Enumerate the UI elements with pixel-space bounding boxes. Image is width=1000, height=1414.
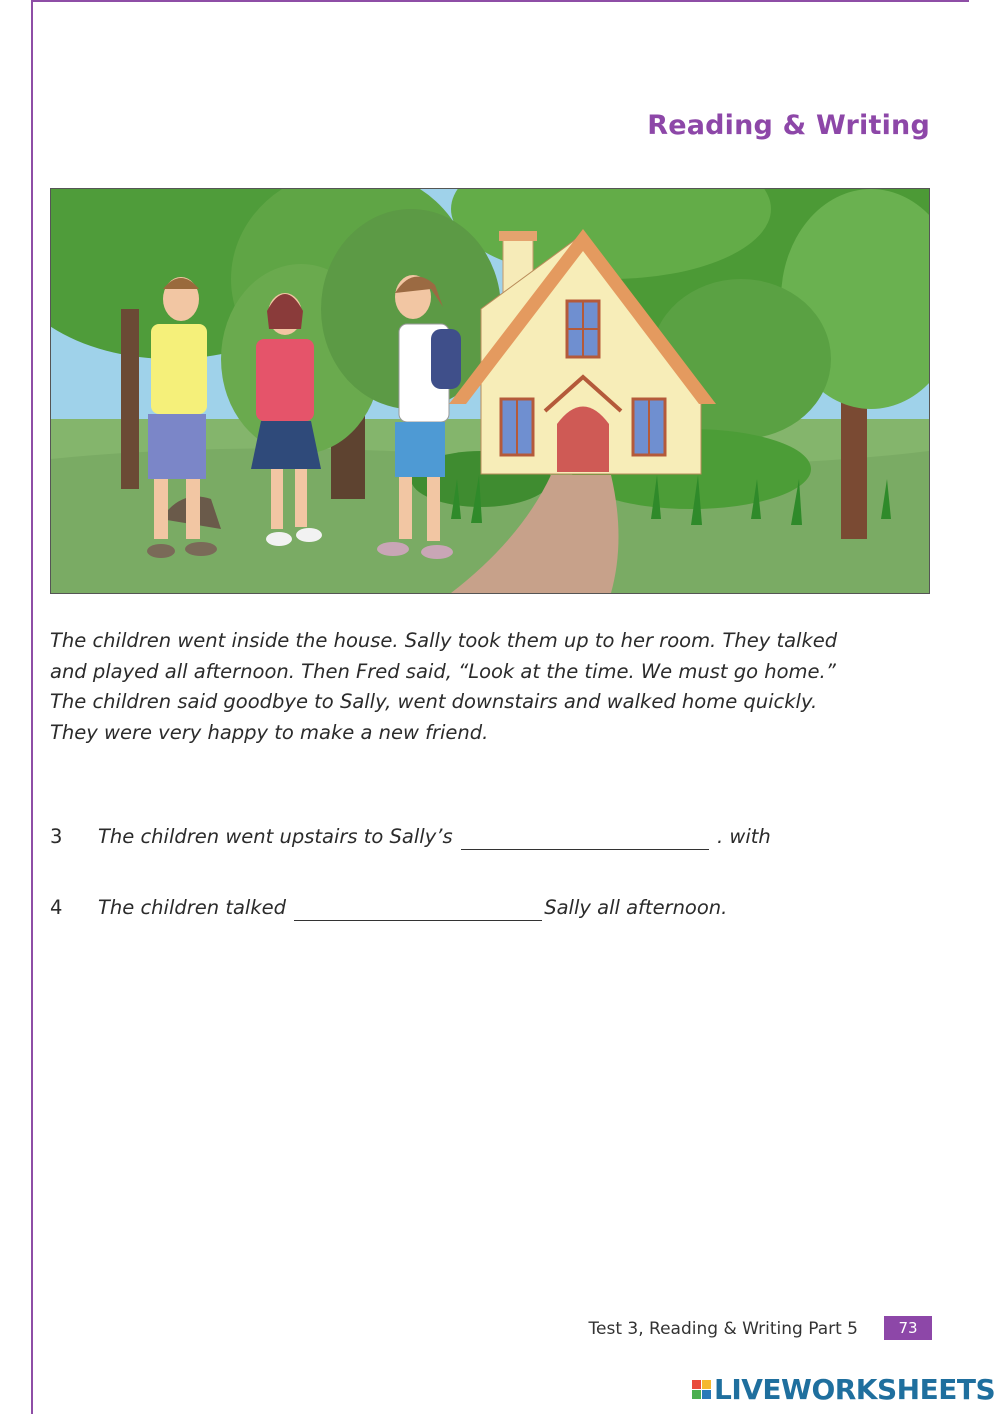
page-number-badge: 73 [884, 1316, 932, 1340]
question-text: The children went upstairs to Sally’s [98, 825, 453, 848]
story-illustration [50, 188, 930, 594]
liveworksheets-logo-icon [692, 1380, 711, 1399]
question-4 [50, 896, 727, 921]
footer-test-label: Test 3, Reading & Writing Part 5 [588, 1319, 858, 1339]
passage-line: They were very happy to make a new friend. [50, 720, 489, 744]
passage-line: The children said goodbye to Sally, went downstairs and walked home quickly. [50, 690, 818, 713]
passage-line: and played all afternoon. Then Fred said, “Look at the time. We must go home.” [50, 659, 836, 683]
question-text-after: . with [717, 825, 771, 848]
answer-input-4[interactable] [294, 900, 542, 921]
answer-input-3[interactable] [461, 829, 709, 850]
brand-text: LIVEWORKSHEETS [714, 1372, 996, 1406]
page-border-top [31, 0, 969, 2]
question-text: The children talked [98, 896, 287, 919]
passage-line: The children went inside the house. Sally took them up to her room. They talked [50, 629, 838, 652]
question-number: 4 [50, 896, 63, 919]
story-passage [50, 626, 930, 748]
question-3 [50, 825, 771, 850]
page-border-left [31, 0, 33, 1414]
question-text-after: Sally all afternoon. [544, 896, 728, 919]
question-number: 3 [50, 825, 63, 848]
liveworksheets-brand [692, 1372, 995, 1406]
section-title: Reading & Writing [647, 110, 930, 141]
